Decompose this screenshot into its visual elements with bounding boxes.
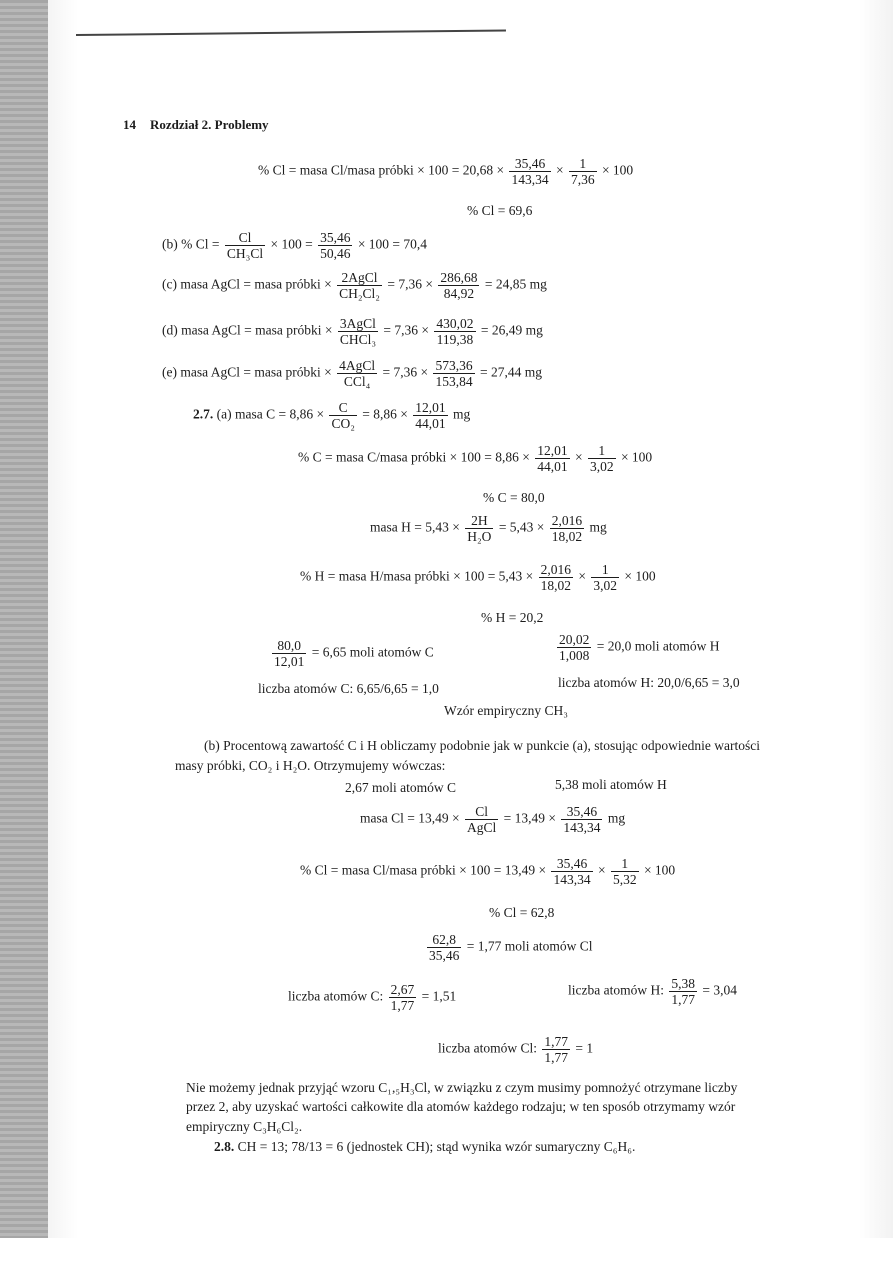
partb-pct-cl: % Cl = masa Cl/masa próbki × 100 = 13,49 × $\frac{35,46}{143,34}$ × $\frac{1}{5,32}$ × 100	[300, 856, 676, 887]
eq-e-frac2: $\frac{573,36}{153,84}$	[435, 358, 473, 389]
eq-e-label: (e) masa AgCl = masa próbki ×	[162, 364, 332, 380]
eq-a-tail: × 100	[601, 162, 634, 178]
eq-27-mh-frac2: $\frac{2,016}{18,02}$	[551, 513, 583, 544]
problem-28	[214, 1139, 635, 1155]
eq-27-pct-c: % C = masa C/masa próbki × 100 = 8,86 × $\frac{12,01}{44,01}$ × $\frac{1}{3,02}$ × 100	[298, 443, 653, 474]
eq-27-masa-c: 2.7. (a) masa C = 8,86 × $\frac{C}{\text{CO₂}}$ = 8,86 × $\frac{12,01}{44,01}$ mg	[193, 400, 471, 431]
partb-cntcl-frac: $\frac{1,77}{1,77}$	[544, 1034, 568, 1065]
eq-27-frac1: $\frac{C}{\text{CO₂}}$	[331, 400, 355, 431]
partb-cnth-frac: $\frac{5,38}{1,77}$	[671, 976, 695, 1007]
eq-27-empirical: Wzór empiryczny CH₃	[444, 703, 568, 718]
eq-27-frac2: $\frac{12,01}{44,01}$	[415, 400, 446, 431]
eq-d-frac1: $\frac{\text{3AgCl}}{\text{CHCl₃}}$	[339, 316, 377, 347]
eq-27-molc-frac: $\frac{80,0}{12,01}$	[274, 638, 305, 669]
partb-count-cl: liczba atomów Cl: $\frac{1,77}{1,77}$ = 1	[438, 1034, 594, 1065]
eq-c-frac1: $\frac{\text{2AgCl}}{\text{CH₂Cl₂}}$	[339, 270, 380, 301]
eq-27-ph-frac2: $\frac{1}{3,02}$	[593, 562, 618, 593]
page-number: 14	[123, 117, 136, 132]
eq-a-frac1: $\frac{35,46}{143,34}$	[511, 156, 549, 187]
eq-27-pc-frac1: $\frac{12,01}{44,01}$	[537, 443, 568, 474]
eq-a-result: % Cl = 69,6	[467, 203, 533, 218]
scan-edge	[0, 0, 48, 1240]
eq-b-frac1: $\frac{Cl}{\text{CH₃Cl}}$	[226, 230, 264, 261]
eq-a-frac2: $\frac{1}{7,36}$	[570, 156, 595, 187]
partb-mcl-frac2: $\frac{35,46}{143,34}$	[563, 804, 601, 835]
eq-27-mh-frac1: $\frac{2H}{\text{H₂O}}$	[467, 513, 492, 544]
eq-27-pct-h: % H = masa H/masa próbki × 100 = 5,43 × $\frac{2,016}{18,02}$ × $\frac{1}{3,02}$ × 100	[300, 562, 656, 593]
problem-number-27: 2.7.	[193, 406, 214, 422]
partb-cntc-frac: $\frac{2,67}{1,77}$	[390, 982, 415, 1013]
eq-d-label: (d) masa AgCl = masa próbki ×	[162, 322, 333, 338]
eq-c: (c) masa AgCl = masa próbki × $\frac{\text{2AgCl}}{\text{CH₂Cl₂}}$ = 7,36 × $\frac{286,68}{84,92}$ = 24,85 mg	[162, 270, 547, 301]
eq-d-frac2: $\frac{430,02}{119,38}$	[436, 316, 474, 347]
final-para-line3: empiryczny C₃H₆Cl₂.	[186, 1119, 303, 1134]
problem-28-text: CH = 13; 78/13 = 6 (jednostek CH); stąd wynika wzór sumaryczny C₆H₆.	[237, 1139, 636, 1154]
partb-mol-c: 2,67 moli atomów C	[345, 780, 456, 795]
eq-e-frac1: $\frac{\text{4AgCl}}{\text{CCl₄}}$	[339, 358, 376, 389]
partb-count-c: liczba atomów C: $\frac{2,67}{1,77}$ = 1,51	[288, 982, 457, 1013]
scan-bottom	[0, 1238, 893, 1263]
partb-mol-cl: $\frac{62,8}{35,46}$ = 1,77 moli atomów Cl	[429, 932, 593, 963]
eq-c-frac2: $\frac{286,68}{84,92}$	[440, 270, 478, 301]
eq-27-count-c: liczba atomów C: 6,65/6,65 = 1,0	[258, 681, 439, 696]
eq-27-mol-h: $\frac{20,02}{1,008}$ = 20,0 moli atomów H	[559, 632, 720, 663]
eq-b: (b) % Cl = $\frac{Cl}{\text{CH₃Cl}}$ × 100 = $\frac{35,46}{50,46}$ × 100 = 70,4	[162, 230, 428, 261]
chapter-title: Rozdział 2. Problemy	[150, 117, 269, 132]
partb-mol-h: 5,38 moli atomów H	[555, 777, 667, 792]
final-para-line1: Nie możemy jednak przyjąć wzoru C₁,₅H₃Cl, w związku z czym musimy pomnożyć otrzymane liczby	[186, 1080, 738, 1095]
partb-para-line2: masy próbki, CO₂ i H₂O. Otrzymujemy wówczas:	[175, 758, 446, 773]
eq-d: (d) masa AgCl = masa próbki × $\frac{\text{3AgCl}}{\text{CHCl₃}}$ = 7,36 × $\frac{430,02}{119,38}$ = 26,49 mg	[162, 316, 543, 347]
eq-27-pc-frac2: $\frac{1}{3,02}$	[589, 443, 614, 474]
partb-pcl-frac2: $\frac{1}{5,32}$	[612, 856, 637, 887]
eq-27-ph-frac1: $\frac{2,016}{18,02}$	[540, 562, 572, 593]
problem-number-28: 2.8.	[214, 1139, 235, 1154]
eq-27-molh-frac: $\frac{20,02}{1,008}$	[559, 632, 590, 663]
eq-27-pct-h-result: % H = 20,2	[481, 610, 544, 625]
eq-a-lhs: % Cl = masa Cl/masa próbki × 100 = 20,68 ×	[258, 162, 505, 178]
partb-pcl-frac1: $\frac{35,46}{143,34}$	[553, 856, 591, 887]
partb-para-line1: (b) Procentową zawartość C i H obliczamy podobnie jak w punkcie (a), stosując odpowiednie wartości	[204, 738, 760, 753]
eq-a-pct-cl: % Cl = masa Cl/masa próbki × 100 = 20,68 × $\frac{35,46}{143,34}$ × $\frac{1}{7,36}$ × 100	[258, 156, 634, 187]
eq-27-masa-h: masa H = 5,43 × $\frac{2H}{\text{H₂O}}$ = 5,43 × $\frac{2,016}{18,02}$ mg	[370, 513, 607, 544]
eq-27-mol-c: $\frac{80,0}{12,01}$ = 6,65 moli atomów C	[274, 638, 434, 669]
partb-pct-cl-result: % Cl = 62,8	[489, 905, 555, 920]
eq-b-frac2: $\frac{35,46}{50,46}$	[320, 230, 351, 261]
eq-c-label: (c) masa AgCl = masa próbki ×	[162, 276, 332, 292]
final-para-line2: przez 2, aby uzyskać wartości całkowite dla atomów każdego rodzaju; w ten sposób otrzymamy wzór	[186, 1099, 736, 1114]
partb-masa-cl: masa Cl = 13,49 × $\frac{Cl}{\text{AgCl}}$ = 13,49 × $\frac{35,46}{143,34}$ mg	[360, 804, 626, 835]
partb-molcl-frac: $\frac{62,8}{35,46}$	[429, 932, 460, 963]
partb-count-h: liczba atomów H: $\frac{5,38}{1,77}$ = 3,04	[568, 976, 737, 1007]
eq-b-label: (b) % Cl =	[162, 236, 220, 252]
eq-e: (e) masa AgCl = masa próbki × $\frac{\text{4AgCl}}{\text{CCl₄}}$ = 7,36 × $\frac{573,36}{153,84}$ = 27,44 mg	[162, 358, 542, 389]
partb-mcl-frac1: $\frac{Cl}{\text{AgCl}}$	[466, 804, 497, 835]
eq-27-pct-c-result: % C = 80,0	[483, 490, 545, 505]
eq-27-count-h: liczba atomów H: 20,0/6,65 = 3,0	[558, 675, 740, 690]
